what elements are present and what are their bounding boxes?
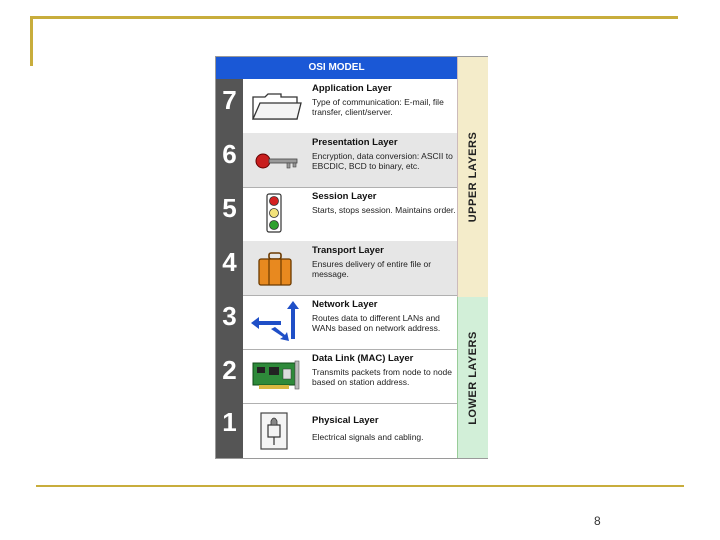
layer-title: Data Link (MAC) Layer [312,353,414,364]
layer-row-physical [243,403,457,458]
layer-title: Application Layer [312,83,392,94]
suitcase-icon [249,247,303,287]
layer-number: 5 [222,193,237,223]
upper-layers-label: UPPER LAYERS [467,131,479,223]
layer-description: Transmits packets from node to node based on station address. [312,367,453,387]
layer-number: 2 [222,355,237,385]
layer-row-presentation [243,133,457,188]
upper-layers-band [457,57,488,297]
layer-number: 1 [222,407,237,437]
layer-title: Session Layer [312,191,377,202]
layer-description: Type of communication: E-mail, file transfer, client/server. [312,97,444,117]
arrows-icon [249,301,303,341]
layer-title: Physical Layer [312,415,379,426]
layer-row-network [243,295,457,350]
layer-description: Electrical signals and cabling. [312,432,424,442]
osi-model-diagram [215,56,488,459]
lower-layers-band [457,297,488,458]
layer-description: Starts, stops session. Maintains order. [312,205,456,215]
layer-row-data-link [243,349,457,404]
key-icon [249,139,303,179]
layer-title: Transport Layer [312,245,384,256]
layer-number: 3 [222,301,237,331]
layer-description: Ensures delivery of entire file or message. [312,259,432,279]
page-number: 8 [594,514,601,528]
layer-number: 6 [222,139,237,169]
cable-plug-icon [249,411,303,451]
layer-number: 4 [222,247,237,277]
layer-row-transport [243,241,457,296]
frame-left-rule [30,16,33,66]
osi-title: OSI MODEL [216,57,457,79]
layer-row-session [243,187,457,242]
lower-layers-label: LOWER LAYERS [467,330,479,425]
frame-top-rule [30,16,678,19]
network-card-icon [249,355,303,395]
traffic-light-icon [249,193,303,233]
layer-number: 7 [222,85,237,115]
layer-description: Encryption, data conversion: ASCII to EBCDIC, BCD to binary, etc. [312,151,453,171]
layer-title: Presentation Layer [312,137,398,148]
folder-icon [249,85,303,125]
layer-description: Routes data to different LANs and WANs based on network address. [312,313,441,333]
frame-bottom-rule [36,485,684,487]
layer-title: Network Layer [312,299,378,310]
layer-row-application [243,79,457,134]
